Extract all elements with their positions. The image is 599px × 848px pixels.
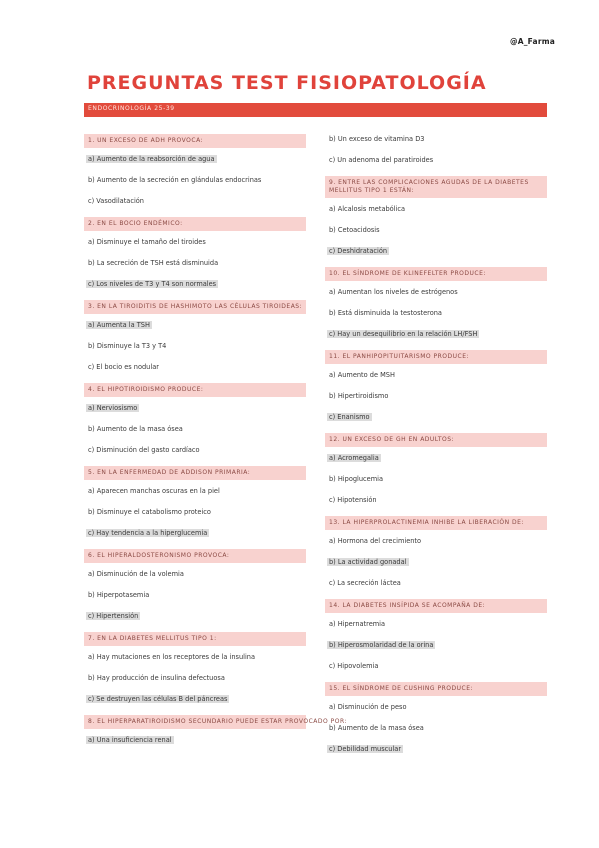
question-block <box>84 383 306 455</box>
answer-option-correct <box>327 453 547 463</box>
answer-option-text: b) Hay producción de insulina defectuosa <box>88 674 225 682</box>
answer-option <box>86 362 306 372</box>
answer-option-text: c) Deshidratación <box>329 247 388 255</box>
question-heading: 8. EL HIPERPARATIROIDISMO SECUNDARIO PUEDE ESTAR PROVOCADO POR: <box>84 715 306 729</box>
answer-option <box>86 652 306 662</box>
answer-option-correct <box>86 320 306 330</box>
answer-option <box>327 495 547 505</box>
answer-option-text: a) Hormona del crecimiento <box>329 537 422 545</box>
question-block <box>84 549 306 621</box>
answer-option <box>327 723 547 733</box>
question-heading: 10. EL SÍNDROME DE KLINEFELTER PRODUCE: <box>325 267 547 281</box>
answer-option <box>86 237 306 247</box>
answer-option-text: b) Hiperosmolaridad de la orina <box>329 641 434 649</box>
answer-option-correct <box>327 329 547 339</box>
answer-option <box>327 204 547 214</box>
answer-option-text: c) Vasodilatación <box>88 197 144 205</box>
answer-option <box>327 155 547 165</box>
answer-option-text: b) Aumento de la secreción en glándulas endocrinas <box>88 176 262 184</box>
answer-option-text: b) Un exceso de vitamina D3 <box>329 135 425 143</box>
question-heading: 14. LA DIABETES INSÍPIDA SE ACOMPAÑA DE: <box>325 599 547 613</box>
answer-option-text: c) Se destruyen las células B del páncreas <box>88 695 228 703</box>
answer-option-text: a) Disminución de peso <box>329 703 407 711</box>
answer-option-text: c) Debilidad muscular <box>329 745 402 753</box>
answer-option <box>86 196 306 206</box>
answer-option-text: a) Aumenta la TSH <box>88 321 150 329</box>
question-block <box>325 176 547 256</box>
answer-option-text: a) Hipernatremia <box>329 620 386 628</box>
answer-option <box>86 424 306 434</box>
answer-option <box>327 391 547 401</box>
question-heading: 9. ENTRE LAS COMPLICACIONES AGUDAS DE LA DIABETES MELLITUS TIPO 1 ESTÁN: <box>325 176 547 198</box>
answer-option-correct <box>86 694 306 704</box>
question-heading: 3. EN LA TIROIDITIS DE HASHIMOTO LAS CÉLULAS TIROIDEAS: <box>84 300 306 314</box>
question-heading: 15. EL SÍNDROME DE CUSHING PRODUCE: <box>325 682 547 696</box>
answer-option <box>327 578 547 588</box>
section-banner-label: ENDOCRINOLOGÍA 25-39 <box>88 105 175 112</box>
answer-option-text: c) Hay tendencia a la hiperglucemia <box>88 529 208 537</box>
answer-option-text: c) La secreción láctea <box>329 579 401 587</box>
section-banner <box>84 103 547 117</box>
answer-option-text: b) La actividad gonadal <box>329 558 407 566</box>
answer-option-text: c) Hipertensión <box>88 612 139 620</box>
left-column <box>84 134 348 756</box>
question-heading: 13. LA HIPERPROLACTINEMIA INHIBE LA LIBERACIÓN DE: <box>325 516 547 530</box>
answer-option <box>86 175 306 185</box>
question-heading: 6. EL HIPERALDOSTERONISMO PROVOCA: <box>84 549 306 563</box>
answer-option-text: a) Aumentan los niveles de estrógenos <box>329 288 458 296</box>
author-handle: @A_Farma <box>510 37 555 46</box>
question-heading: 2. EN EL BOCIO ENDÉMICO: <box>84 217 306 231</box>
answer-option-text: c) Disminución del gasto cardíaco <box>88 446 200 454</box>
answer-option-text: a) Nerviosismo <box>88 404 138 412</box>
question-heading: 12. UN EXCESO DE GH EN ADULTOS: <box>325 433 547 447</box>
answer-option-correct <box>327 557 547 567</box>
answer-option-text: a) Acromegalia <box>329 454 379 462</box>
question-block <box>325 350 547 422</box>
question-block <box>325 134 547 165</box>
answer-option-text: b) Está disminuida la testosterona <box>329 309 442 317</box>
question-block <box>84 632 306 704</box>
answer-option <box>86 258 306 268</box>
answer-option-text: b) Hipoglucemia <box>329 475 384 483</box>
answer-option <box>86 341 306 351</box>
answer-option <box>86 590 306 600</box>
answer-option <box>327 287 547 297</box>
question-block <box>84 217 306 289</box>
question-block <box>84 715 348 745</box>
answer-option-correct <box>327 640 547 650</box>
answer-option-text: b) Aumento de la masa ósea <box>88 425 183 433</box>
answer-option <box>327 536 547 546</box>
question-heading: 1. UN EXCESO DE ADH PROVOCA: <box>84 134 306 148</box>
answer-option-text: c) Los niveles de T3 y T4 son normales <box>88 280 217 288</box>
question-heading: 4. EL HIPOTIROIDISMO PRODUCE: <box>84 383 306 397</box>
answer-option-text: b) Disminuye el catabolismo proteico <box>88 508 211 516</box>
answer-option <box>327 308 547 318</box>
answer-option-text: a) Aumento de MSH <box>329 371 395 379</box>
answer-option-text: a) Una insuficiencia renal <box>88 736 172 744</box>
answer-option-correct <box>86 735 306 745</box>
answer-option-correct <box>327 246 547 256</box>
answer-option-text: b) Aumento de la masa ósea <box>329 724 424 732</box>
answer-option <box>86 507 306 517</box>
answer-option-correct <box>327 744 547 754</box>
answer-option-text: c) Hipovolemia <box>329 662 379 670</box>
answer-option-text: c) Un adenoma del paratiroides <box>329 156 434 164</box>
question-heading: 5. EN LA ENFERMEDAD DE ADDISON PRIMARIA: <box>84 466 306 480</box>
question-block <box>325 682 547 754</box>
answer-option <box>327 619 547 629</box>
answer-option-text: a) Aumento de la reabsorción de agua <box>88 155 215 163</box>
answer-option-correct <box>86 403 306 413</box>
answer-option-text: c) El bocio es nodular <box>88 363 159 371</box>
answer-option-correct <box>86 611 306 621</box>
answer-option-text: c) Hipotensión <box>329 496 377 504</box>
answer-option-text: b) La secreción de TSH está disminuida <box>88 259 219 267</box>
answer-option <box>327 134 547 144</box>
answer-option <box>86 673 306 683</box>
right-column <box>325 134 547 765</box>
question-heading: 7. EN LA DIABETES MELLITUS TIPO 1: <box>84 632 306 646</box>
answer-option-text: a) Alcalosis metabólica <box>329 205 406 213</box>
answer-option-text: b) Disminuye la T3 y T4 <box>88 342 167 350</box>
answer-option-text: a) Disminución de la volemia <box>88 570 184 578</box>
answer-option-text: a) Aparecen manchas oscuras en la piel <box>88 487 220 495</box>
answer-option <box>86 445 306 455</box>
question-block <box>84 134 306 206</box>
question-block <box>325 267 547 339</box>
answer-option-text: b) Hipertiroidismo <box>329 392 389 400</box>
question-block <box>325 433 547 505</box>
answer-option-correct <box>86 279 306 289</box>
answer-option-correct <box>86 528 306 538</box>
answer-option-text: b) Hiperpotasemia <box>88 591 150 599</box>
answer-option <box>327 225 547 235</box>
answer-option-text: c) Hay un desequilibrio en la relación LH/FSH <box>329 330 478 338</box>
answer-option <box>86 569 306 579</box>
answer-option <box>86 486 306 496</box>
answer-option-text: b) Cetoacidosis <box>329 226 380 234</box>
answer-option-correct <box>327 412 547 422</box>
question-heading: 11. EL PANHIPOPITUITARISMO PRODUCE: <box>325 350 547 364</box>
answer-option-text: a) Hay mutaciones en los receptores de la insulina <box>88 653 256 661</box>
answer-option-text: c) Enanismo <box>329 413 370 421</box>
question-block <box>325 516 547 588</box>
answer-option <box>327 702 547 712</box>
answer-option <box>327 661 547 671</box>
page-title: PREGUNTAS TEST FISIOPATOLOGÍA <box>87 72 487 94</box>
answer-option-text: a) Disminuye el tamaño del tiroides <box>88 238 206 246</box>
question-block <box>84 300 306 372</box>
answer-option-correct <box>86 154 306 164</box>
question-block <box>84 466 306 538</box>
answer-option <box>327 474 547 484</box>
question-block <box>325 599 547 671</box>
answer-option <box>327 370 547 380</box>
